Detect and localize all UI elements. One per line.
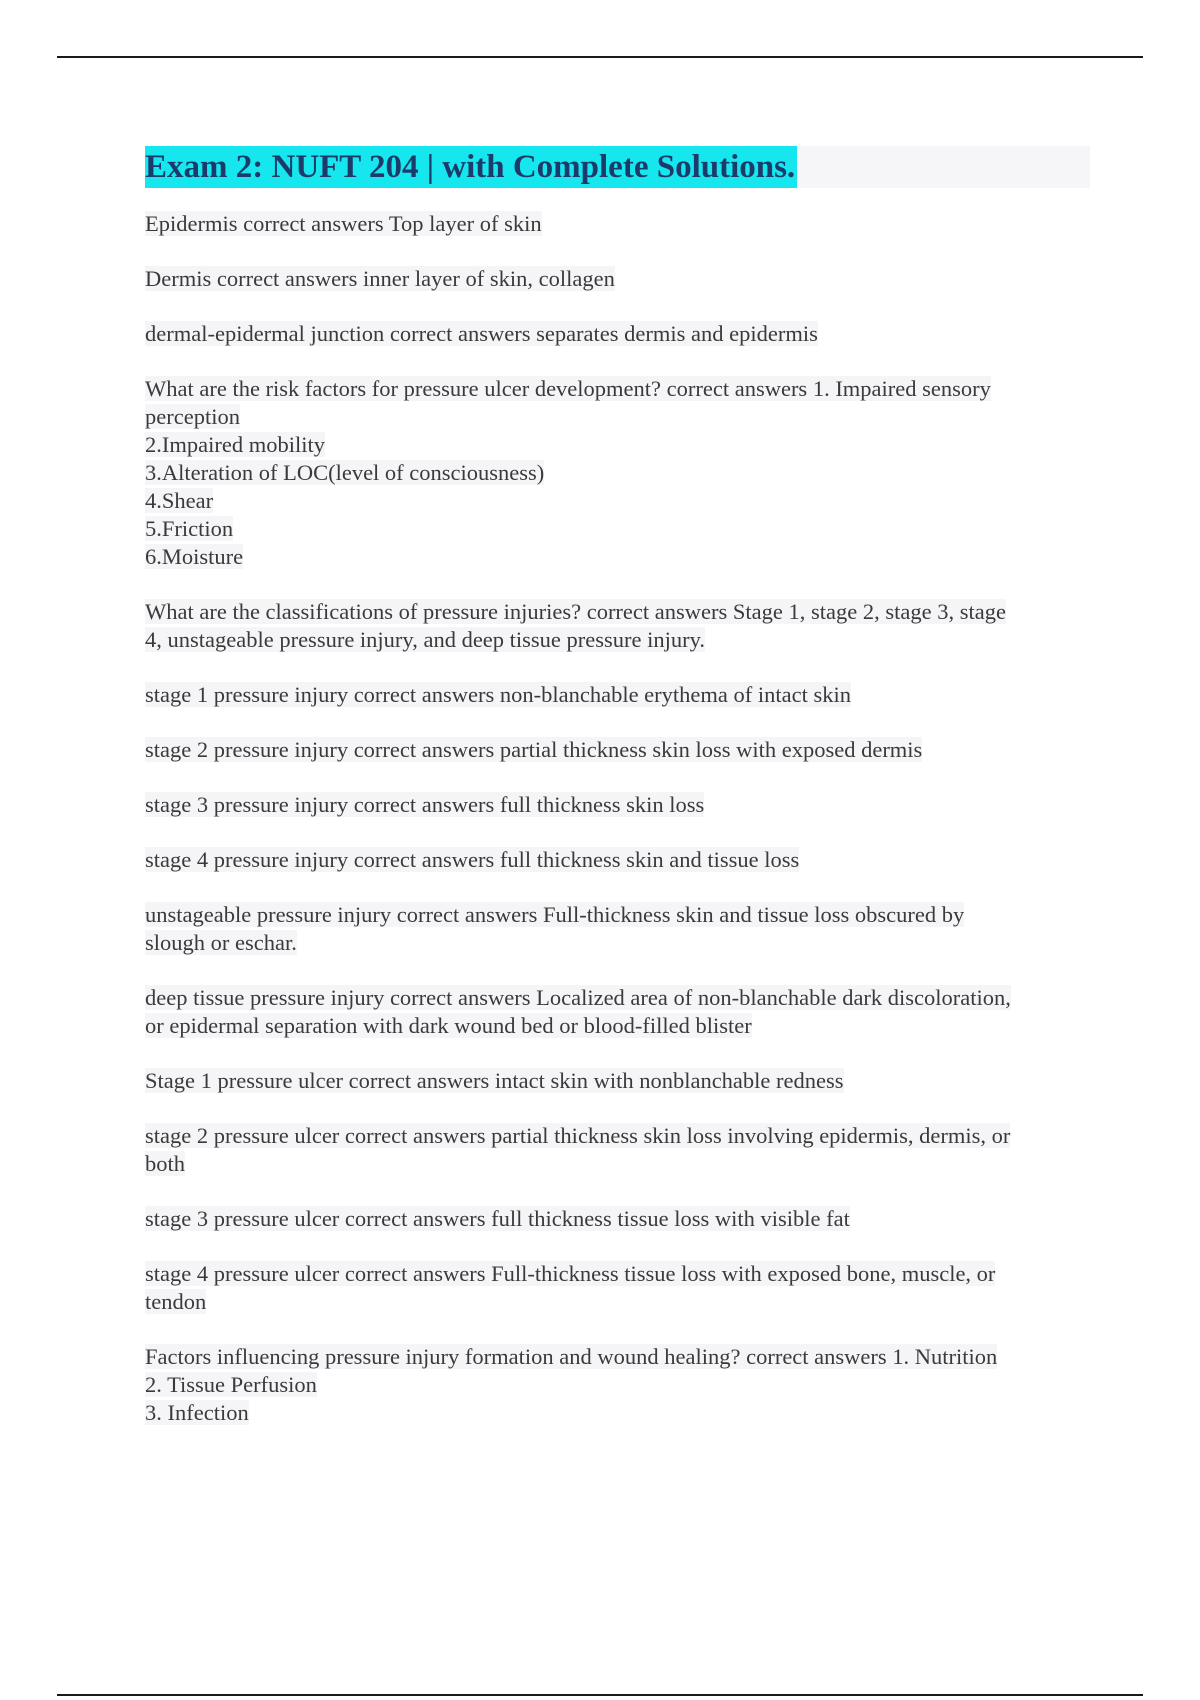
qa-item <box>145 901 1090 957</box>
qa-line: dermal-epidermal junction correct answers separates dermis and epidermis <box>145 321 818 346</box>
qa-item <box>145 736 1090 764</box>
qa-line: stage 3 pressure injury correct answers full thickness skin loss <box>145 792 705 817</box>
qa-item <box>145 1205 1090 1233</box>
document-body <box>145 146 1090 1454</box>
header-rule <box>57 56 1143 58</box>
qa-item <box>145 1260 1090 1316</box>
qa-line: 4.Shear <box>145 488 214 513</box>
qa-item <box>145 375 1090 571</box>
qa-line: unstageable pressure injury correct answers Full-thickness skin and tissue loss obscured by <box>145 902 965 927</box>
qa-line: stage 2 pressure injury correct answers partial thickness skin loss with exposed dermis <box>145 737 923 762</box>
qa-item <box>145 791 1090 819</box>
qa-line: 5.Friction <box>145 516 234 541</box>
qa-line: Stage 1 pressure ulcer correct answers intact skin with nonblanchable redness <box>145 1068 844 1093</box>
qa-line: tendon <box>145 1289 207 1314</box>
qa-line: 3.Alteration of LOC(level of consciousness) <box>145 460 545 485</box>
qa-line: 2. Tissue Perfusion <box>145 1372 317 1397</box>
qa-line: both <box>145 1151 186 1176</box>
qa-line: stage 2 pressure ulcer correct answers partial thickness skin loss involving epidermis, dermis, or <box>145 1123 1011 1148</box>
qa-item <box>145 1122 1090 1178</box>
qa-item <box>145 598 1090 654</box>
qa-line: What are the classifications of pressure injuries? correct answers Stage 1, stage 2, stage 3, stage <box>145 599 1006 624</box>
qa-line: stage 4 pressure ulcer correct answers Full-thickness tissue loss with exposed bone, muscle, or <box>145 1261 996 1286</box>
qa-line: 3. Infection <box>145 1400 249 1425</box>
qa-item <box>145 846 1090 874</box>
qa-line: perception <box>145 404 240 429</box>
qa-item <box>145 984 1090 1040</box>
qa-item <box>145 1067 1090 1095</box>
qa-item <box>145 320 1090 348</box>
qa-item <box>145 681 1090 709</box>
qa-item <box>145 210 1090 238</box>
qa-line: deep tissue pressure injury correct answers Localized area of non-blanchable dark discoloration, <box>145 985 1011 1010</box>
title-row <box>145 146 1090 188</box>
qa-line: 6.Moisture <box>145 544 244 569</box>
qa-line: stage 3 pressure ulcer correct answers full thickness tissue loss with visible fat <box>145 1206 850 1231</box>
qa-item <box>145 265 1090 293</box>
qa-line: 2.Impaired mobility <box>145 432 325 457</box>
qa-line: stage 4 pressure injury correct answers full thickness skin and tissue loss <box>145 847 800 872</box>
qa-line: What are the risk factors for pressure ulcer development? correct answers 1. Impaired sensory <box>145 376 991 401</box>
qa-line: stage 1 pressure injury correct answers non-blanchable erythema of intact skin <box>145 682 851 707</box>
qa-line: Dermis correct answers inner layer of skin, collagen <box>145 266 615 291</box>
qa-item <box>145 1343 1090 1427</box>
page-title: Exam 2: NUFT 204 | with Complete Solutions. <box>145 146 797 188</box>
qa-line: Factors influencing pressure injury formation and wound healing? correct answers 1. Nutrition <box>145 1344 998 1369</box>
qa-line: 4, unstageable pressure injury, and deep tissue pressure injury. <box>145 627 706 652</box>
qa-line: slough or eschar. <box>145 930 297 955</box>
footer-rule <box>57 1694 1143 1696</box>
qa-line: Epidermis correct answers Top layer of skin <box>145 211 542 236</box>
qa-line: or epidermal separation with dark wound bed or blood-filled blister <box>145 1013 752 1038</box>
